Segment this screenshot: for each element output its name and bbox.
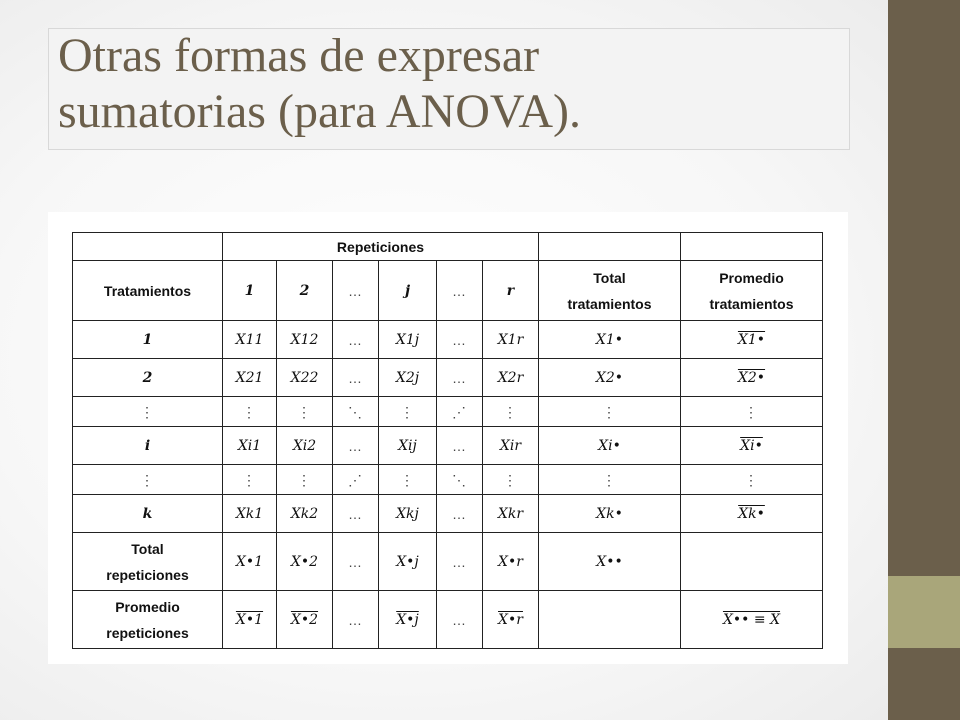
row-label: k: [73, 495, 223, 533]
total-repeticiones-row: [73, 533, 823, 591]
empty-cell: [681, 533, 823, 591]
decorative-side-accent: [888, 576, 960, 648]
total-repeticiones-cell: X•r: [483, 533, 539, 591]
table-cell: X2j: [379, 359, 437, 397]
table-cell: ⋮: [277, 465, 333, 495]
grand-total: X••: [539, 533, 681, 591]
row-total: X2•: [539, 359, 681, 397]
promedio-repeticiones-row: [73, 591, 823, 649]
table-cell: Xi2: [277, 427, 333, 465]
table-cell: …: [333, 427, 379, 465]
table-cell: Xk1: [223, 495, 277, 533]
promedio-repeticiones-cell: …: [333, 591, 379, 649]
row-label: 2: [73, 359, 223, 397]
header-empty-promedio: [681, 233, 823, 261]
row-promedio: Xi•: [681, 427, 823, 465]
row-total: Xi•: [539, 427, 681, 465]
table-cell: …: [437, 495, 483, 533]
col-header: 2: [277, 261, 333, 321]
row-total: ⋮: [539, 397, 681, 427]
table-cell: X22: [277, 359, 333, 397]
row-label: i: [73, 427, 223, 465]
table-row: [73, 427, 823, 465]
promedio-repeticiones-cell: X•2: [277, 591, 333, 649]
table-row: [73, 359, 823, 397]
table-cell: ⋮: [223, 397, 277, 427]
header-row-columns: [73, 261, 823, 321]
table-cell: ⋮: [379, 397, 437, 427]
row-promedio: ⋮: [681, 465, 823, 495]
row-total: Xk•: [539, 495, 681, 533]
table-cell: ⋱: [333, 397, 379, 427]
header-repeticiones: Repeticiones: [223, 233, 539, 261]
row-promedio: X2•: [681, 359, 823, 397]
row-promedio: ⋮: [681, 397, 823, 427]
table-cell: X1r: [483, 321, 539, 359]
table-cell: ⋮: [223, 465, 277, 495]
header-tratamientos: Tratamientos: [73, 261, 223, 321]
table-cell: …: [437, 321, 483, 359]
table-cell: X21: [223, 359, 277, 397]
table-cell: …: [333, 321, 379, 359]
table-cell: X1j: [379, 321, 437, 359]
table-cell: ⋱: [437, 465, 483, 495]
table-row: [73, 465, 823, 495]
total-repeticiones-cell: X•j: [379, 533, 437, 591]
table-cell: Xir: [483, 427, 539, 465]
header-row-top: [73, 233, 823, 261]
row-total: ⋮: [539, 465, 681, 495]
row-label: ⋮: [73, 465, 223, 495]
anova-notation-table: [72, 232, 823, 649]
table-cell: Xij: [379, 427, 437, 465]
empty-cell: [539, 591, 681, 649]
table-cell: …: [333, 495, 379, 533]
row-total: X1•: [539, 321, 681, 359]
promedio-repeticiones-cell: X•1: [223, 591, 277, 649]
corner-cell: [73, 233, 223, 261]
grand-mean: X•• ≡ X: [681, 591, 823, 649]
table-row: [73, 321, 823, 359]
row-promedio: X1•: [681, 321, 823, 359]
header-empty-total: [539, 233, 681, 261]
table-cell: Xkr: [483, 495, 539, 533]
col-header: …: [437, 261, 483, 321]
col-header: r: [483, 261, 539, 321]
table-cell: …: [437, 427, 483, 465]
table-cell: X11: [223, 321, 277, 359]
table-row: [73, 495, 823, 533]
col-header: j: [379, 261, 437, 321]
table-cell: ⋮: [277, 397, 333, 427]
promedio-repeticiones-label: Promedio repeticiones: [73, 591, 223, 649]
row-label: ⋮: [73, 397, 223, 427]
table-cell: ⋰: [437, 397, 483, 427]
total-repeticiones-cell: X•1: [223, 533, 277, 591]
header-promedio-tratamientos: Promedio tratamientos: [681, 261, 823, 321]
table-cell: …: [437, 359, 483, 397]
col-header: 1: [223, 261, 277, 321]
total-repeticiones-cell: …: [437, 533, 483, 591]
total-repeticiones-cell: X•2: [277, 533, 333, 591]
table-cell: Xk2: [277, 495, 333, 533]
table-cell: X12: [277, 321, 333, 359]
total-repeticiones-label: Total repeticiones: [73, 533, 223, 591]
table-cell: X2r: [483, 359, 539, 397]
table-cell: ⋮: [379, 465, 437, 495]
col-header: …: [333, 261, 379, 321]
table-cell: Xkj: [379, 495, 437, 533]
table-cell: ⋮: [483, 465, 539, 495]
table-cell: ⋰: [333, 465, 379, 495]
row-promedio: Xk•: [681, 495, 823, 533]
row-label: 1: [73, 321, 223, 359]
promedio-repeticiones-cell: X•j: [379, 591, 437, 649]
promedio-repeticiones-cell: X•r: [483, 591, 539, 649]
table-cell: …: [333, 359, 379, 397]
promedio-repeticiones-cell: …: [437, 591, 483, 649]
header-total-tratamientos: Total tratamientos: [539, 261, 681, 321]
table-row: [73, 397, 823, 427]
table-cell: Xi1: [223, 427, 277, 465]
slide-title[interactable]: Otras formas de expresar sumatorias (para ANOVA).: [58, 29, 582, 138]
total-repeticiones-cell: …: [333, 533, 379, 591]
table-cell: ⋮: [483, 397, 539, 427]
